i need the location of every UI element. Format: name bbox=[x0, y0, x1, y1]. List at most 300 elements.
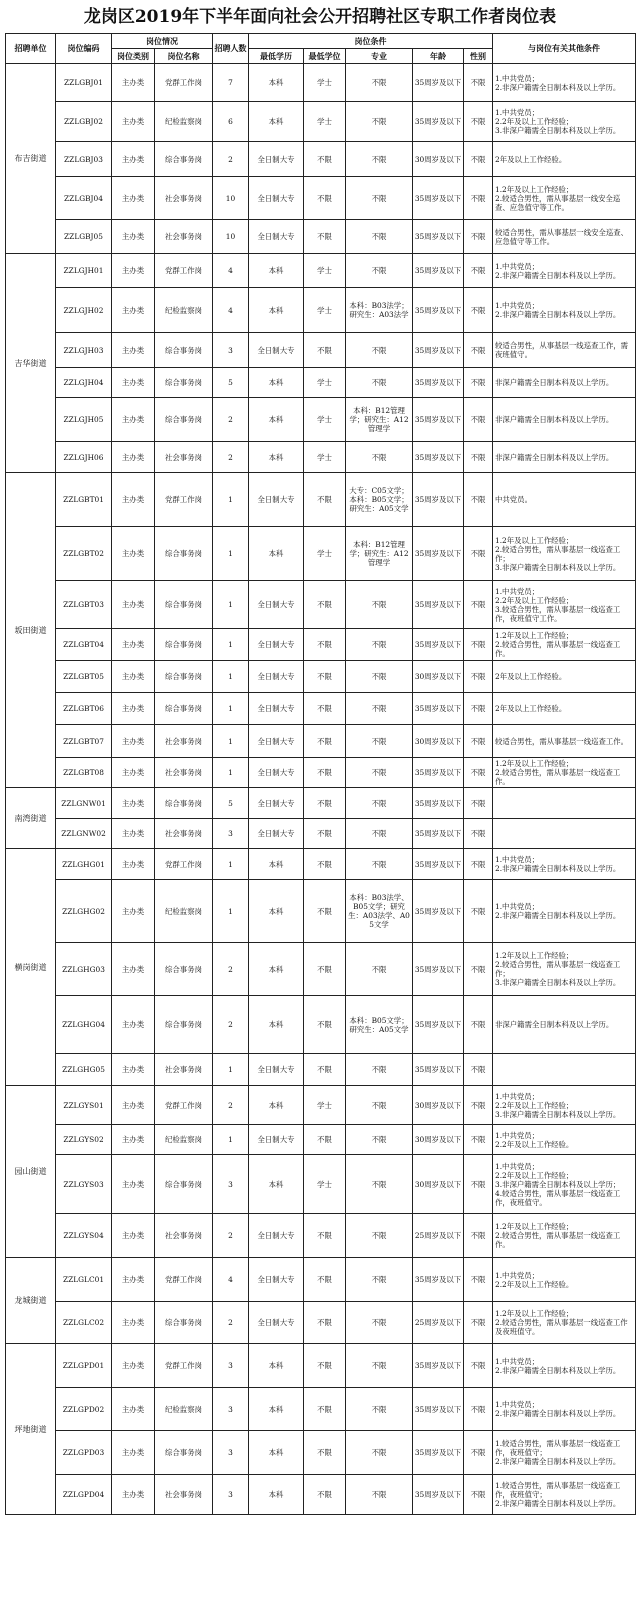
gender: 不限 bbox=[464, 758, 493, 788]
job-name: 综合事务岗 bbox=[155, 527, 213, 581]
job-name: 纪检监察岗 bbox=[155, 1388, 213, 1431]
table-row bbox=[6, 943, 636, 996]
job-count: 1 bbox=[213, 629, 249, 661]
job-count: 6 bbox=[213, 102, 249, 142]
job-count: 1 bbox=[213, 581, 249, 629]
age-limit: 35周岁及以下 bbox=[413, 758, 464, 788]
other-conditions: 1.2年及以上工作经验； 2.较适合男性，需从事基层一线巡查工作。 bbox=[493, 1214, 636, 1258]
table-row bbox=[6, 1344, 636, 1388]
job-count: 2 bbox=[213, 1302, 249, 1344]
job-count: 2 bbox=[213, 943, 249, 996]
job-name: 党群工作岗 bbox=[155, 1258, 213, 1302]
job-category: 主办类 bbox=[112, 943, 155, 996]
major: 不限 bbox=[346, 581, 413, 629]
other-conditions: 2年及以上工作经验。 bbox=[493, 142, 636, 177]
header-conditions: 岗位条件 bbox=[249, 34, 493, 49]
major: 不限 bbox=[346, 849, 413, 880]
min-education: 全日制大专 bbox=[249, 220, 304, 254]
min-education: 全日制大专 bbox=[249, 1054, 304, 1086]
gender: 不限 bbox=[464, 64, 493, 102]
other-conditions: 较适合男性，需从事基层一线巡查工作。 bbox=[493, 725, 636, 758]
major: 不限 bbox=[346, 788, 413, 819]
page-title: 龙岗区2019年下半年面向社会公开招聘社区专职工作者岗位表 bbox=[83, 7, 557, 27]
age-limit: 35周岁及以下 bbox=[413, 693, 464, 725]
major: 不限 bbox=[346, 1344, 413, 1388]
min-degree: 不限 bbox=[304, 788, 346, 819]
other-conditions: 1.2年及以上工作经验； 2.较适合男性，需从事基层一线巡查工作。 bbox=[493, 629, 636, 661]
other-conditions: 1.较适合男性，需从事基层一线巡查工作，夜班值守； 2.非深户籍需全日制本科及以上学历。 bbox=[493, 1475, 636, 1515]
job-category: 主办类 bbox=[112, 102, 155, 142]
age-limit: 35周岁及以下 bbox=[413, 1388, 464, 1431]
table-row bbox=[6, 819, 636, 849]
job-code: ZZLGJH06 bbox=[56, 442, 112, 473]
job-name: 社会事务岗 bbox=[155, 220, 213, 254]
job-count: 5 bbox=[213, 788, 249, 819]
job-count: 3 bbox=[213, 1344, 249, 1388]
min-education: 全日制大专 bbox=[249, 1302, 304, 1344]
age-limit: 30周岁及以下 bbox=[413, 661, 464, 693]
job-name: 综合事务岗 bbox=[155, 1155, 213, 1214]
job-count: 3 bbox=[213, 1155, 249, 1214]
job-count: 5 bbox=[213, 368, 249, 398]
age-limit: 35周岁及以下 bbox=[413, 442, 464, 473]
min-degree: 学士 bbox=[304, 527, 346, 581]
table-row bbox=[6, 996, 636, 1054]
recruiting-unit: 横岗街道 bbox=[6, 849, 56, 1086]
job-name: 综合事务岗 bbox=[155, 693, 213, 725]
header-code: 岗位编码 bbox=[56, 34, 112, 64]
age-limit: 35周岁及以下 bbox=[413, 819, 464, 849]
min-degree: 不限 bbox=[304, 1302, 346, 1344]
header-category: 岗位类别 bbox=[112, 49, 155, 64]
table-row bbox=[6, 1431, 636, 1475]
job-category: 主办类 bbox=[112, 1086, 155, 1125]
min-education: 本科 bbox=[249, 1475, 304, 1515]
min-education: 全日制大专 bbox=[249, 473, 304, 527]
min-education: 全日制大专 bbox=[249, 333, 304, 368]
job-name: 综合事务岗 bbox=[155, 629, 213, 661]
min-education: 本科 bbox=[249, 442, 304, 473]
job-name: 综合事务岗 bbox=[155, 368, 213, 398]
min-education: 全日制大专 bbox=[249, 725, 304, 758]
min-education: 全日制大专 bbox=[249, 581, 304, 629]
other-conditions: 1.较适合男性，需从事基层一线巡查工作，夜班值守； 2.非深户籍需全日制本科及以上学历。 bbox=[493, 1431, 636, 1475]
major: 不限 bbox=[346, 1054, 413, 1086]
age-limit: 30周岁及以下 bbox=[413, 142, 464, 177]
job-code: ZZLGBJ01 bbox=[56, 64, 112, 102]
job-code: ZZLGBT02 bbox=[56, 527, 112, 581]
other-conditions: 1.2年及以上工作经验； 2.较适合男性，需从事基层一线巡查工作。 bbox=[493, 758, 636, 788]
min-education: 全日制大专 bbox=[249, 661, 304, 693]
job-category: 主办类 bbox=[112, 1054, 155, 1086]
job-count: 3 bbox=[213, 819, 249, 849]
other-conditions: 较适合男性，从事基层一线巡查工作，需夜班值守。 bbox=[493, 333, 636, 368]
job-category: 主办类 bbox=[112, 1155, 155, 1214]
table-row bbox=[6, 1302, 636, 1344]
min-degree: 不限 bbox=[304, 693, 346, 725]
job-count: 3 bbox=[213, 333, 249, 368]
min-education: 本科 bbox=[249, 527, 304, 581]
age-limit: 35周岁及以下 bbox=[413, 527, 464, 581]
job-category: 主办类 bbox=[112, 442, 155, 473]
job-name: 社会事务岗 bbox=[155, 177, 213, 220]
min-degree: 不限 bbox=[304, 996, 346, 1054]
gender: 不限 bbox=[464, 661, 493, 693]
job-code: ZZLGJH04 bbox=[56, 368, 112, 398]
major: 不限 bbox=[346, 819, 413, 849]
job-count: 2 bbox=[213, 398, 249, 442]
min-degree: 不限 bbox=[304, 819, 346, 849]
major: 本科：B12管理学；研究生：A12管理学 bbox=[346, 398, 413, 442]
table-row bbox=[6, 333, 636, 368]
recruiting-unit: 坪地街道 bbox=[6, 1344, 56, 1515]
job-count: 1 bbox=[213, 849, 249, 880]
gender: 不限 bbox=[464, 288, 493, 333]
table-row bbox=[6, 725, 636, 758]
min-degree: 学士 bbox=[304, 398, 346, 442]
major: 不限 bbox=[346, 629, 413, 661]
other-conditions: 1.2年及以上工作经验； 2.较适合男性，需从事基层一线巡查工作及夜班值守。 bbox=[493, 1302, 636, 1344]
job-code: ZZLGLC01 bbox=[56, 1258, 112, 1302]
major: 不限 bbox=[346, 142, 413, 177]
job-code: ZZLGPD01 bbox=[56, 1344, 112, 1388]
table-row bbox=[6, 1214, 636, 1258]
other-conditions: 1.中共党员； 2.2年及以上工作经验； 3.非深户籍需全日制本科及以上学历。 bbox=[493, 1086, 636, 1125]
job-category: 主办类 bbox=[112, 693, 155, 725]
gender: 不限 bbox=[464, 1258, 493, 1302]
age-limit: 35周岁及以下 bbox=[413, 254, 464, 288]
job-name: 综合事务岗 bbox=[155, 398, 213, 442]
job-name: 纪检监察岗 bbox=[155, 1125, 213, 1155]
table-body bbox=[6, 64, 636, 1515]
job-count: 2 bbox=[213, 142, 249, 177]
job-code: ZZLGPD04 bbox=[56, 1475, 112, 1515]
min-education: 本科 bbox=[249, 849, 304, 880]
gender: 不限 bbox=[464, 142, 493, 177]
table-row bbox=[6, 629, 636, 661]
job-code: ZZLGJH03 bbox=[56, 333, 112, 368]
job-code: ZZLGJH05 bbox=[56, 398, 112, 442]
job-name: 综合事务岗 bbox=[155, 788, 213, 819]
major: 不限 bbox=[346, 943, 413, 996]
gender: 不限 bbox=[464, 693, 493, 725]
age-limit: 35周岁及以下 bbox=[413, 629, 464, 661]
job-name: 社会事务岗 bbox=[155, 725, 213, 758]
major: 不限 bbox=[346, 1431, 413, 1475]
min-degree: 不限 bbox=[304, 629, 346, 661]
job-code: ZZLGBJ02 bbox=[56, 102, 112, 142]
gender: 不限 bbox=[464, 398, 493, 442]
job-code: ZZLGHG04 bbox=[56, 996, 112, 1054]
gender: 不限 bbox=[464, 581, 493, 629]
other-conditions: 中共党员。 bbox=[493, 473, 636, 527]
job-category: 主办类 bbox=[112, 398, 155, 442]
age-limit: 35周岁及以下 bbox=[413, 333, 464, 368]
other-conditions: 1.中共党员； 2.2年及以上工作经验。 bbox=[493, 1125, 636, 1155]
job-name: 综合事务岗 bbox=[155, 142, 213, 177]
major: 本科：B12管理学；研究生：A12管理学 bbox=[346, 527, 413, 581]
job-name: 综合事务岗 bbox=[155, 333, 213, 368]
job-count: 1 bbox=[213, 661, 249, 693]
min-degree: 不限 bbox=[304, 758, 346, 788]
job-category: 主办类 bbox=[112, 473, 155, 527]
gender: 不限 bbox=[464, 1054, 493, 1086]
recruiting-unit: 龙城街道 bbox=[6, 1258, 56, 1344]
min-degree: 不限 bbox=[304, 1388, 346, 1431]
gender: 不限 bbox=[464, 254, 493, 288]
gender: 不限 bbox=[464, 880, 493, 943]
recruiting-unit: 南湾街道 bbox=[6, 788, 56, 849]
header-edu: 最低学历 bbox=[249, 49, 304, 64]
min-education: 本科 bbox=[249, 1344, 304, 1388]
gender: 不限 bbox=[464, 527, 493, 581]
min-degree: 学士 bbox=[304, 254, 346, 288]
min-degree: 不限 bbox=[304, 581, 346, 629]
table-row bbox=[6, 693, 636, 725]
job-code: ZZLGHG01 bbox=[56, 849, 112, 880]
header-major: 专业 bbox=[346, 49, 413, 64]
job-name: 综合事务岗 bbox=[155, 661, 213, 693]
job-code: ZZLGPD02 bbox=[56, 1388, 112, 1431]
gender: 不限 bbox=[464, 996, 493, 1054]
age-limit: 35周岁及以下 bbox=[413, 177, 464, 220]
table-row bbox=[6, 398, 636, 442]
table-row bbox=[6, 368, 636, 398]
min-degree: 学士 bbox=[304, 1155, 346, 1214]
job-count: 1 bbox=[213, 1054, 249, 1086]
major: 本科：B03法学、B05文学；研究生：A03法学、A05文学 bbox=[346, 880, 413, 943]
job-count: 1 bbox=[213, 1125, 249, 1155]
other-conditions: 1.中共党员； 2.2年及以上工作经验。 bbox=[493, 1258, 636, 1302]
min-degree: 学士 bbox=[304, 368, 346, 398]
age-limit: 35周岁及以下 bbox=[413, 473, 464, 527]
table-row bbox=[6, 661, 636, 693]
major: 不限 bbox=[346, 1302, 413, 1344]
job-code: ZZLGHG03 bbox=[56, 943, 112, 996]
job-name: 综合事务岗 bbox=[155, 996, 213, 1054]
min-degree: 不限 bbox=[304, 1431, 346, 1475]
job-code: ZZLGBT04 bbox=[56, 629, 112, 661]
header-gender: 性别 bbox=[464, 49, 493, 64]
table-row bbox=[6, 788, 636, 819]
major: 不限 bbox=[346, 442, 413, 473]
age-limit: 35周岁及以下 bbox=[413, 1344, 464, 1388]
min-degree: 不限 bbox=[304, 1214, 346, 1258]
job-code: ZZLGYS01 bbox=[56, 1086, 112, 1125]
job-category: 主办类 bbox=[112, 333, 155, 368]
job-category: 主办类 bbox=[112, 1258, 155, 1302]
major: 不限 bbox=[346, 1155, 413, 1214]
table-row bbox=[6, 758, 636, 788]
major: 不限 bbox=[346, 758, 413, 788]
age-limit: 35周岁及以下 bbox=[413, 581, 464, 629]
min-degree: 不限 bbox=[304, 177, 346, 220]
other-conditions: 1.中共党员； 2.非深户籍需全日制本科及以上学历。 bbox=[493, 254, 636, 288]
job-category: 主办类 bbox=[112, 996, 155, 1054]
min-education: 本科 bbox=[249, 1431, 304, 1475]
gender: 不限 bbox=[464, 788, 493, 819]
gender: 不限 bbox=[464, 849, 493, 880]
job-category: 主办类 bbox=[112, 1302, 155, 1344]
min-education: 全日制大专 bbox=[249, 758, 304, 788]
gender: 不限 bbox=[464, 1475, 493, 1515]
job-category: 主办类 bbox=[112, 880, 155, 943]
job-count: 1 bbox=[213, 758, 249, 788]
gender: 不限 bbox=[464, 177, 493, 220]
job-name: 综合事务岗 bbox=[155, 943, 213, 996]
gender: 不限 bbox=[464, 1086, 493, 1125]
min-degree: 学士 bbox=[304, 64, 346, 102]
job-name: 社会事务岗 bbox=[155, 1475, 213, 1515]
job-count: 1 bbox=[213, 725, 249, 758]
other-conditions: 1.中共党员； 2.非深户籍需全日制本科及以上学历。 bbox=[493, 849, 636, 880]
age-limit: 25周岁及以下 bbox=[413, 1214, 464, 1258]
major: 不限 bbox=[346, 661, 413, 693]
age-limit: 30周岁及以下 bbox=[413, 1125, 464, 1155]
job-name: 党群工作岗 bbox=[155, 1344, 213, 1388]
min-degree: 不限 bbox=[304, 473, 346, 527]
major: 不限 bbox=[346, 220, 413, 254]
other-conditions: 非深户籍需全日制本科及以上学历。 bbox=[493, 398, 636, 442]
table-row bbox=[6, 288, 636, 333]
job-code: ZZLGBT07 bbox=[56, 725, 112, 758]
job-name: 党群工作岗 bbox=[155, 473, 213, 527]
table-row bbox=[6, 1054, 636, 1086]
table-row bbox=[6, 102, 636, 142]
job-category: 主办类 bbox=[112, 629, 155, 661]
table-row bbox=[6, 1125, 636, 1155]
min-education: 全日制大专 bbox=[249, 1125, 304, 1155]
job-count: 10 bbox=[213, 177, 249, 220]
min-degree: 学士 bbox=[304, 102, 346, 142]
header-degree: 最低学位 bbox=[304, 49, 346, 64]
age-limit: 35周岁及以下 bbox=[413, 849, 464, 880]
age-limit: 35周岁及以下 bbox=[413, 880, 464, 943]
gender: 不限 bbox=[464, 629, 493, 661]
min-education: 全日制大专 bbox=[249, 788, 304, 819]
min-education: 本科 bbox=[249, 398, 304, 442]
table-row bbox=[6, 177, 636, 220]
job-name: 社会事务岗 bbox=[155, 1214, 213, 1258]
min-education: 本科 bbox=[249, 943, 304, 996]
min-degree: 学士 bbox=[304, 288, 346, 333]
job-count: 3 bbox=[213, 1475, 249, 1515]
age-limit: 35周岁及以下 bbox=[413, 288, 464, 333]
major: 不限 bbox=[346, 177, 413, 220]
major: 不限 bbox=[346, 102, 413, 142]
min-degree: 不限 bbox=[304, 1054, 346, 1086]
job-name: 党群工作岗 bbox=[155, 1086, 213, 1125]
job-code: ZZLGBT01 bbox=[56, 473, 112, 527]
job-category: 主办类 bbox=[112, 1431, 155, 1475]
min-education: 全日制大专 bbox=[249, 1258, 304, 1302]
min-education: 全日制大专 bbox=[249, 693, 304, 725]
min-degree: 学士 bbox=[304, 442, 346, 473]
table-row bbox=[6, 442, 636, 473]
major: 不限 bbox=[346, 1125, 413, 1155]
age-limit: 35周岁及以下 bbox=[413, 1054, 464, 1086]
min-education: 本科 bbox=[249, 254, 304, 288]
min-degree: 不限 bbox=[304, 1125, 346, 1155]
age-limit: 30周岁及以下 bbox=[413, 1155, 464, 1214]
min-education: 本科 bbox=[249, 1388, 304, 1431]
job-category: 主办类 bbox=[112, 758, 155, 788]
job-category: 主办类 bbox=[112, 1125, 155, 1155]
gender: 不限 bbox=[464, 819, 493, 849]
major: 不限 bbox=[346, 725, 413, 758]
table-row bbox=[6, 220, 636, 254]
age-limit: 35周岁及以下 bbox=[413, 788, 464, 819]
age-limit: 35周岁及以下 bbox=[413, 943, 464, 996]
table-row bbox=[6, 1258, 636, 1302]
job-code: ZZLGHG05 bbox=[56, 1054, 112, 1086]
job-code: ZZLGJH02 bbox=[56, 288, 112, 333]
min-education: 全日制大专 bbox=[249, 177, 304, 220]
job-code: ZZLGLC02 bbox=[56, 1302, 112, 1344]
other-conditions: 1.2年及以上工作经验； 2.较适合男性，需从事基层一线巡查工作； 3.非深户籍需全日制本科及以上学历。 bbox=[493, 943, 636, 996]
other-conditions: 1.2年及以上工作经验； 2.较适合男性，需从事基层一线巡查工作； 3.非深户籍需全日制本科及以上学历。 bbox=[493, 527, 636, 581]
header-name: 岗位名称 bbox=[155, 49, 213, 64]
recruiting-unit: 布吉街道 bbox=[6, 64, 56, 254]
recruiting-unit: 坂田街道 bbox=[6, 473, 56, 788]
header-age: 年龄 bbox=[413, 49, 464, 64]
job-name: 党群工作岗 bbox=[155, 849, 213, 880]
job-category: 主办类 bbox=[112, 142, 155, 177]
major: 不限 bbox=[346, 368, 413, 398]
job-name: 综合事务岗 bbox=[155, 581, 213, 629]
job-code: ZZLGJH01 bbox=[56, 254, 112, 288]
other-conditions: 非深户籍需全日制本科及以上学历。 bbox=[493, 368, 636, 398]
job-code: ZZLGYS02 bbox=[56, 1125, 112, 1155]
gender: 不限 bbox=[464, 473, 493, 527]
min-degree: 不限 bbox=[304, 943, 346, 996]
min-degree: 不限 bbox=[304, 1475, 346, 1515]
job-name: 综合事务岗 bbox=[155, 1302, 213, 1344]
other-conditions bbox=[493, 1054, 636, 1086]
min-degree: 不限 bbox=[304, 880, 346, 943]
min-education: 本科 bbox=[249, 880, 304, 943]
other-conditions: 非深户籍需全日制本科及以上学历。 bbox=[493, 996, 636, 1054]
job-name: 社会事务岗 bbox=[155, 819, 213, 849]
age-limit: 25周岁及以下 bbox=[413, 1302, 464, 1344]
job-category: 主办类 bbox=[112, 527, 155, 581]
job-name: 党群工作岗 bbox=[155, 64, 213, 102]
other-conditions: 1.2年及以上工作经验； 2.较适合男性，需从事基层一线安全巡查、应急值守等工作。 bbox=[493, 177, 636, 220]
job-code: ZZLGBT05 bbox=[56, 661, 112, 693]
min-degree: 不限 bbox=[304, 142, 346, 177]
job-name: 党群工作岗 bbox=[155, 254, 213, 288]
other-conditions bbox=[493, 819, 636, 849]
age-limit: 35周岁及以下 bbox=[413, 220, 464, 254]
min-education: 本科 bbox=[249, 1086, 304, 1125]
job-count: 2 bbox=[213, 1214, 249, 1258]
table-row bbox=[6, 880, 636, 943]
min-education: 全日制大专 bbox=[249, 1214, 304, 1258]
job-category: 主办类 bbox=[112, 177, 155, 220]
min-education: 本科 bbox=[249, 102, 304, 142]
gender: 不限 bbox=[464, 1302, 493, 1344]
other-conditions: 1.中共党员； 2.2年及以上工作经验； 3.较适合男性，需从事基层一线巡查工作，夜班值守工作。 bbox=[493, 581, 636, 629]
header-count: 招聘人数 bbox=[213, 34, 249, 64]
job-count: 3 bbox=[213, 1431, 249, 1475]
min-education: 全日制大专 bbox=[249, 819, 304, 849]
job-name: 纪检监察岗 bbox=[155, 288, 213, 333]
other-conditions: 1.中共党员； 2.2年及以上工作经验； 3.非深户籍需全日制本科及以上学历； 4.较适合男性，需从事基层一线巡查工作，夜班值守。 bbox=[493, 1155, 636, 1214]
job-category: 主办类 bbox=[112, 368, 155, 398]
min-degree: 学士 bbox=[304, 1086, 346, 1125]
header-unit: 招聘单位 bbox=[6, 34, 56, 64]
recruiting-unit: 园山街道 bbox=[6, 1086, 56, 1258]
